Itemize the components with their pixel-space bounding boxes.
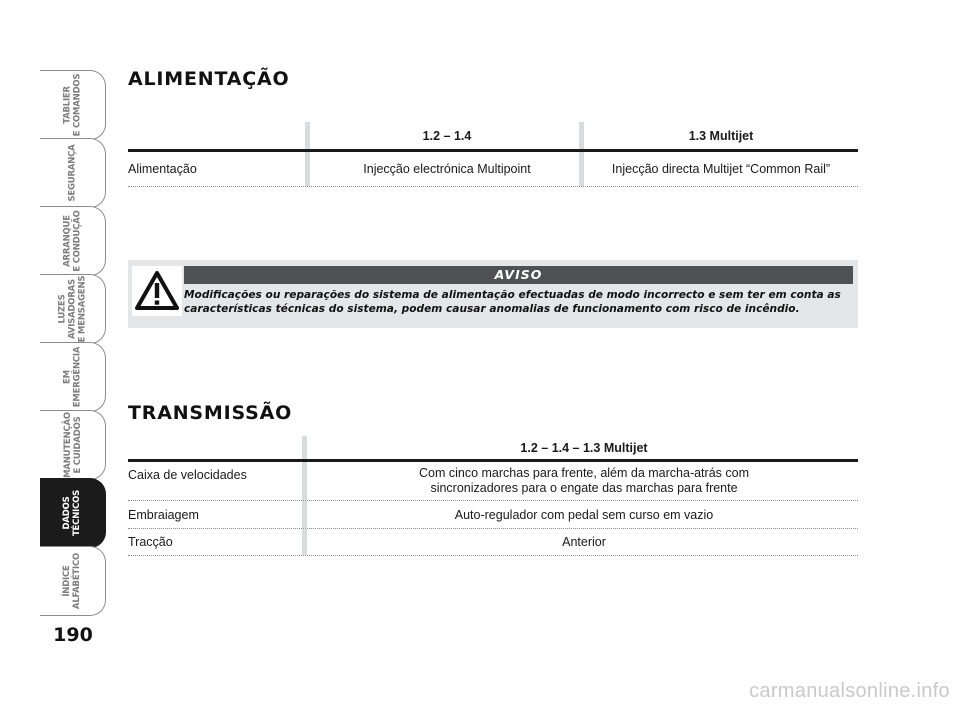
row-label: Alimentação [128, 162, 197, 176]
row-divider [128, 186, 858, 187]
column-divider [305, 152, 310, 186]
tab-label: MANUTENÇÃO E CUIDADOS [62, 412, 83, 478]
table-row [128, 501, 858, 528]
header-cell: 1.3 Multijet [688, 128, 754, 143]
warning-triangle-icon [132, 266, 182, 316]
tab-label: SEGURANÇA [67, 144, 78, 202]
header-cell: 1.2 – 1.4 [422, 128, 472, 143]
row-label: Embraiagem [128, 507, 199, 522]
transmissao-table [128, 436, 858, 556]
page-number: 190 [53, 624, 93, 646]
column-divider [302, 436, 307, 459]
tab-manutencao-cuidados[interactable] [40, 410, 106, 480]
row-value: Injecção directa Multijet “Common Rail” [611, 162, 831, 176]
tab-label: ÍNDICE ALFABÉTICO [62, 552, 83, 610]
tab-tablier-comandos[interactable] [40, 70, 106, 140]
tab-label: DADOS TÉCNICOS [62, 489, 83, 537]
table-row [128, 462, 858, 500]
warning-title: AVISO [184, 266, 853, 284]
row-value: Anterior [562, 535, 606, 549]
tab-label: EM EMERGÊNCIA [62, 346, 83, 408]
column-divider [302, 529, 307, 555]
section-title-alimentacao: ALIMENTAÇÃO [128, 68, 290, 90]
tab-dados-tecnicos[interactable] [40, 478, 106, 548]
column-divider [302, 501, 307, 528]
column-divider [579, 152, 584, 186]
watermark: carmanualsonline.info [749, 680, 950, 702]
tab-label: ARRANQUE E CONDUÇÃO [62, 210, 83, 272]
row-label: Tracção [128, 535, 173, 549]
tab-em-emergencia[interactable] [40, 342, 106, 412]
row-value: Injecção electrónica Multipoint [363, 162, 531, 176]
warning-box [128, 260, 858, 328]
tab-seguranca[interactable] [40, 138, 106, 208]
tab-indice-alfabetico[interactable] [40, 546, 106, 616]
tab-label: TABLIER E COMANDOS [62, 73, 83, 137]
alimentacao-table [128, 122, 858, 187]
table-row [128, 152, 858, 186]
header-cell: 1.2 – 1.4 – 1.3 Multijet [520, 440, 648, 455]
table-header-row [128, 436, 858, 459]
column-divider [302, 462, 307, 500]
row-value: Com cinco marchas para frente, além da marcha-atrás com sincronizadores para o engate das marchas para frente [419, 466, 749, 495]
row-divider [128, 555, 858, 556]
row-value: Auto-regulador com pedal sem curso em vazio [454, 507, 714, 522]
tab-label: LUZES AVISADORAS E MENSAGENS [57, 275, 88, 343]
column-divider [579, 122, 584, 149]
row-label: Caixa de velocidades [128, 468, 247, 482]
section-title-transmissao: TRANSMISSÃO [128, 402, 293, 424]
warning-text: Modificações ou reparações do sistema de alimentação efectuadas de modo incorrecto e sem ter em conta as características técnicas do sistema, podem causar anomalias de funcionamento com risco de incêndio. [184, 289, 841, 315]
tab-arranque-conducao[interactable] [40, 206, 106, 276]
table-header-row [128, 122, 858, 149]
table-row [128, 529, 858, 555]
tab-luzes-avisadoras[interactable] [40, 274, 106, 344]
column-divider [305, 122, 310, 149]
